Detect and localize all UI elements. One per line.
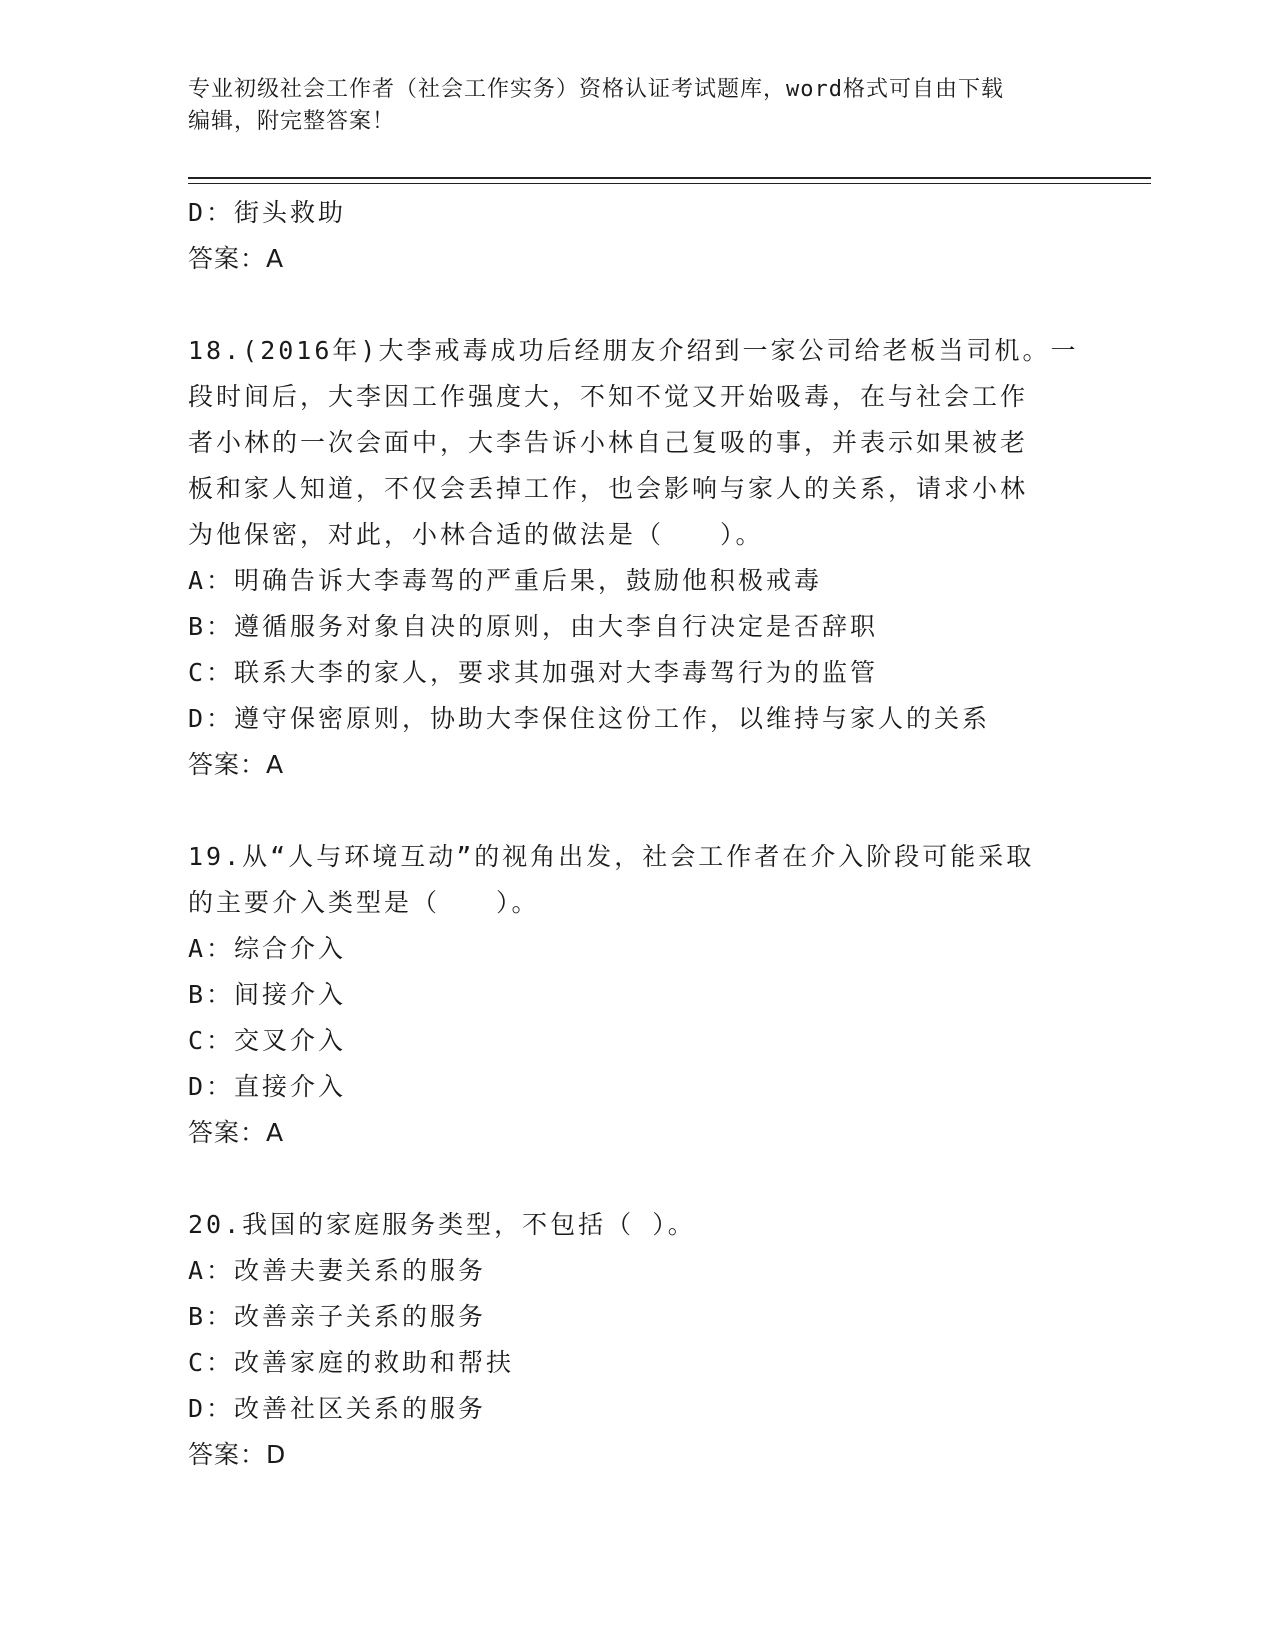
question-18	[188, 328, 1088, 788]
answer-line: 答案：D	[188, 1440, 287, 1469]
option-d: D：直接介入	[188, 1072, 347, 1101]
option-c: C：联系大李的家人，要求其加强对大李毒驾行为的监管	[188, 658, 879, 687]
option-a: A：综合介入	[188, 934, 347, 963]
spacer	[188, 788, 1088, 834]
option-a: A：改善夫妻关系的服务	[188, 1256, 487, 1285]
question-stem-line: 19.从“人与环境互动”的视角出发，社会工作者在介入阶段可能采取	[188, 842, 1035, 871]
option-d: D：街头救助	[188, 198, 347, 227]
question-stem-line: 为他保密，对此，小林合适的做法是（ ）。	[188, 520, 764, 549]
answer-line: 答案：A	[188, 750, 285, 779]
question-stem-line: 18.(2016年)大李戒毒成功后经朋友介绍到一家公司给老板当司机。一	[188, 336, 1079, 365]
header-rule-thick	[188, 177, 1151, 179]
option-a: A：明确告诉大李毒驾的严重后果，鼓励他积极戒毒	[188, 566, 823, 595]
option-b: B：遵循服务对象自决的原则，由大李自行决定是否辞职	[188, 612, 879, 641]
question-stem-line: 板和家人知道，不仅会丢掉工作，也会影响与家人的关系，请求小林	[188, 474, 1029, 503]
question-stem-line: 的主要介入类型是（ ）。	[188, 888, 540, 917]
previous-question-tail	[188, 190, 1088, 282]
header-rule-thin	[188, 183, 1151, 184]
option-b: B：改善亲子关系的服务	[188, 1302, 487, 1331]
option-b: B：间接介入	[188, 980, 347, 1009]
option-d: D：遵守保密原则，协助大李保住这份工作，以维持与家人的关系	[188, 704, 991, 733]
spacer	[188, 282, 1088, 328]
option-c: C：交叉介入	[188, 1026, 347, 1055]
document-header	[188, 74, 1088, 138]
answer-line: 答案：A	[188, 244, 285, 273]
question-19	[188, 834, 1088, 1156]
question-stem-line: 段时间后，大李因工作强度大，不知不觉又开始吸毒，在与社会工作	[188, 382, 1029, 411]
option-c: C：改善家庭的救助和帮扶	[188, 1348, 515, 1377]
option-d: D：改善社区关系的服务	[188, 1394, 487, 1423]
header-line-1: 专业初级社会工作者（社会工作实务）资格认证考试题库，word格式可自由下载	[188, 77, 1004, 102]
question-stem-line: 20.我国的家庭服务类型，不包括（ ）。	[188, 1210, 696, 1239]
document-body	[188, 190, 1088, 1478]
header-line-2: 编辑，附完整答案！	[188, 109, 396, 134]
question-stem-line: 者小林的一次会面中，大李告诉小林自己复吸的事，并表示如果被老	[188, 428, 1029, 457]
answer-line: 答案：A	[188, 1118, 285, 1147]
question-20	[188, 1202, 1088, 1478]
spacer	[188, 1156, 1088, 1202]
